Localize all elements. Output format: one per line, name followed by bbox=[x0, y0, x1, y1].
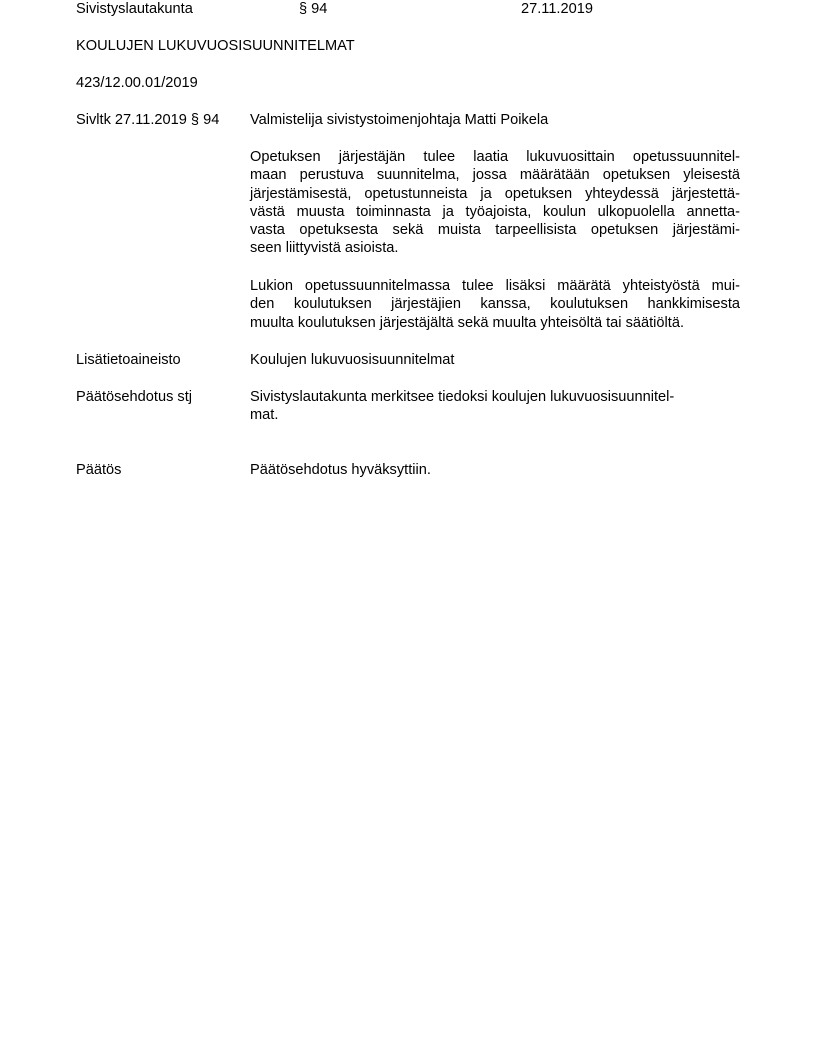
document-title: KOULUJEN LUKUVUOSISUUNNITELMAT bbox=[76, 38, 355, 54]
preparation-label: Sivltk 27.11.2019 § 94 bbox=[76, 112, 220, 128]
decision-body bbox=[250, 461, 740, 479]
additional-material-label: Lisätietoaineisto bbox=[76, 352, 181, 368]
proposal-body bbox=[250, 388, 740, 425]
paragraph-line: Opetuksen järjestäjän tulee laatia lukuvuosittain opetussuunnitel- bbox=[250, 149, 740, 165]
paragraph-line: vasta opetuksesta sekä muista tarpeellisista opetuksen järjestämi- bbox=[250, 222, 740, 239]
additional-material-text: Koulujen lukuvuosisuunnitelmat bbox=[250, 352, 455, 368]
header-body-name: Sivistyslautakunta bbox=[76, 1, 193, 17]
paragraph-line: den koulutuksen järjestäjien kanssa, koulutuksen hankkimisesta bbox=[250, 296, 740, 313]
header-date: 27.11.2019 bbox=[521, 1, 593, 17]
preparation-paragraph-1 bbox=[250, 148, 740, 258]
proposal-line: Sivistyslautakunta merkitsee tiedoksi koulujen lukuvuosisuunnitel- bbox=[250, 389, 675, 405]
paragraph-line: seen liittyvistä asioista. bbox=[250, 240, 399, 257]
paragraph-line: Lukion opetussuunnitelmassa tulee lisäksi määrätä yhteistyöstä mui- bbox=[250, 278, 740, 294]
paragraph-line: maan perustuva suunnitelma, jossa määrätään opetuksen yleisestä bbox=[250, 167, 740, 184]
proposal-label: Päätösehdotus stj bbox=[76, 389, 193, 405]
paragraph-line: västä muusta toiminnasta ja työajoista, koulun ulkopuolella annetta- bbox=[250, 203, 740, 220]
decision-label: Päätös bbox=[76, 462, 122, 478]
decision-text: Päätösehdotus hyväksyttiin. bbox=[250, 462, 431, 478]
preparer-line: Valmistelija sivistystoimenjohtaja Matti Poikela bbox=[250, 112, 549, 128]
preparation-body bbox=[250, 111, 740, 129]
paragraph-line: muulta koulutuksen järjestäjältä sekä muulta yhteisöltä tai säätiöltä. bbox=[250, 314, 684, 331]
header-section: § 94 bbox=[299, 1, 328, 17]
paragraph-line: järjestämisestä, opetustunneista ja opetuksen yhteydessä järjestettä- bbox=[250, 185, 740, 202]
record-number: 423/12.00.01/2019 bbox=[76, 75, 198, 91]
proposal-line: mat. bbox=[250, 407, 279, 424]
preparation-paragraph-2 bbox=[250, 277, 740, 332]
additional-material-value bbox=[250, 351, 740, 369]
